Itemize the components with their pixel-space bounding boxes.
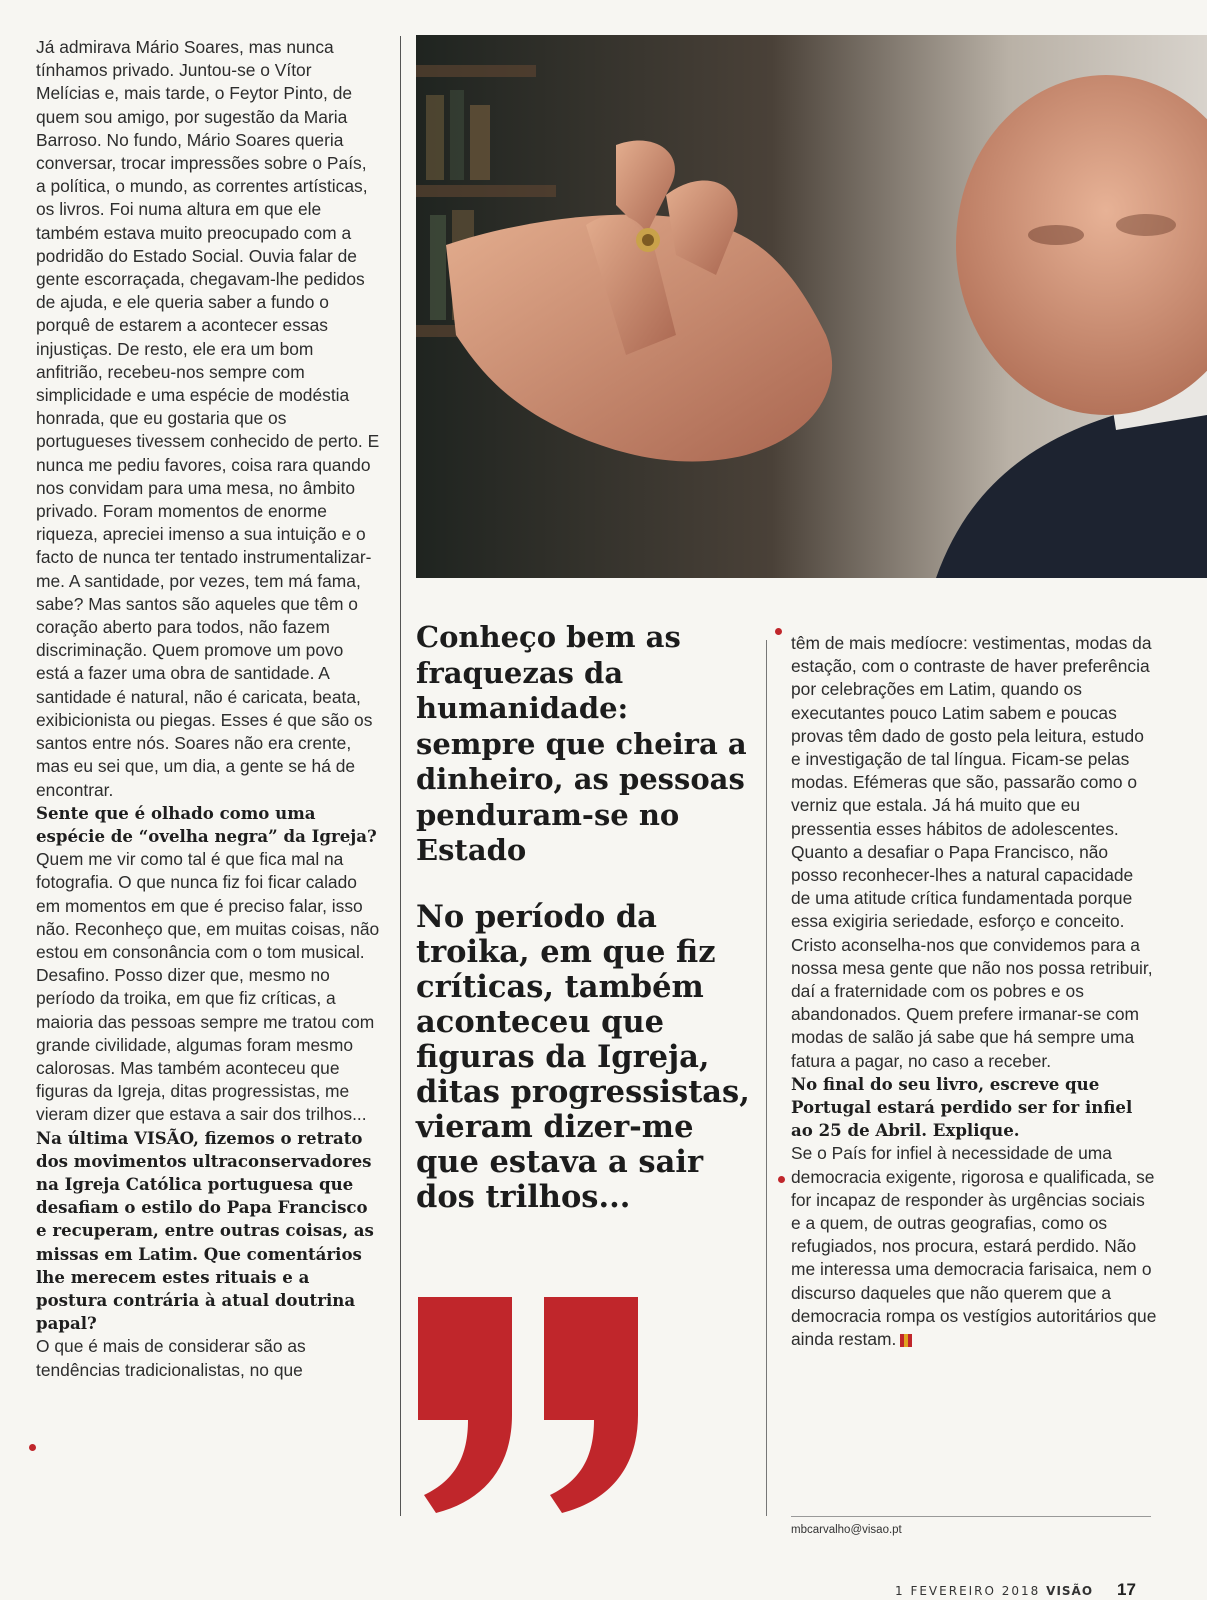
magazine-name: VISÃO: [1046, 1584, 1094, 1598]
question-2: Na última VISÃO, fizemos o retrato dos movimentos ultraconservadores na Igreja Católica portuguesa que desafiam o estilo do Papa Francisco e recuperam, entre outras coisas, as missas em Latim. Que comentários lhe merecem estes rituais e a postura contrária à atual doutrina papal?: [36, 1127, 374, 1334]
answer-text-1: Já admirava Mário Soares, mas nunca tínhamos privado. Juntou-se o Vítor Melícias e, mais tarde, o Feytor Pinto, de quem sou amigo, por sugestão da Maria Barroso. No fundo, Mário Soares queria conversar, trocar impressões sobre o País, a política, o mundo, as correntes artísticas, os livros. Foi numa altura em que ele também estava muito preocupado com a podridão do Estado Social. Ouvia falar de gente escorraçada, chegavam-lhe pedidos de ajuda, e ele queria saber a fundo o porquê de estarem a acontecer essas injustiças. De resto, ele era um bom anfitrião, recebeu-nos sempre com simplicidade e uma espécie de modéstia honrada, que eu gostaria que os portugueses tivessem conhecido de perto. E nunca me pediu favores, coisa rara quando nos convidam para uma mesa, no âmbito privado. Foram momentos de enorme riqueza, apreciei imenso a sua intuição e o facto de nunca ter tentado instrumentalizar-me. A santidade, por vezes, tem má fama, sabe? Mas santos são aqueles que têm o coração aberto para todos, não fazem discriminação. Quem promove um povo está a fazer uma obra de santidade. A santidade é natural, não é caricata, beata, exibicionista ou piegas. Esses é que são os santos entre nós. Soares não era crente, mas eu sei que, um dia, a gente se há de encontrar.: [36, 37, 380, 800]
portrait-photo: [416, 35, 1207, 578]
answer-text-5-body: Se o País for infiel à necessidade de uma democracia exigente, rigorosa e qualificada, se for incapaz de responder às urgências sociais e a quem, de outras geografias, como os refugiados, nos procura, estará perdido. Não me interessa uma democracia farisaica, nem o discurso daqueles que não querem que a democracia rompa os vestígios autoritários que ainda restam.: [791, 1143, 1157, 1350]
pull-quote-1: Conheço bem as fraquezas da humanidade: sempre que cheira a dinheiro, as pessoas penduram-se no Estado: [416, 620, 747, 867]
closing-quote-icon: [416, 1295, 646, 1515]
question-bullet-icon: [29, 1444, 36, 1451]
pull-quote-2: No período da troika, em que fiz críticas, também aconteceu que figuras da Igreja, ditas progressistas, vieram dizer-me que estava a sair dos trilhos...: [416, 899, 750, 1215]
portrait-illustration: [416, 35, 1207, 578]
page-footer: [895, 1584, 1093, 1598]
email-rule: [791, 1516, 1151, 1517]
answer-text-4: têm de mais medíocre: vestimentas, modas da estação, com o contraste de haver preferência por celebrações em Latim, quando os executantes pouco Latim sabem e poucas provas têm dado de gosto pela leitura, estudo e investigação de tal língua. Ficam-se pelas modas. Efémeras que são, passarão como o verniz que estala. Já há muito que eu pressentia esses hábitos de adolescentes. Quanto a desafiar o Papa Francisco, não posso reconhecer-lhes a natural capacidade de uma atitude crítica fundamentada porque essa exigiria seriedade, esforço e conceito. Cristo aconselha-nos que convidemos para a nossa mesa gente que não nos possa retribuir, daí a fraternidade com os pobres e os abandonados. Quem prefere irmanar-se com modas de salão já sabe que há sempre uma fatura a pagar, no caso a receber.: [791, 633, 1153, 1071]
author-email: mbcarvalho@visao.pt: [791, 1524, 902, 1536]
page-number: 17: [1117, 1580, 1136, 1599]
answer-text-3: O que é mais de considerar são as tendências tradicionalistas, no que: [36, 1336, 306, 1380]
left-column: [36, 36, 380, 1382]
question-3: No final do seu livro, escreve que Portugal estará perdido ser for infiel ao 25 de Abril. Explique.: [791, 1073, 1133, 1141]
visao-end-icon: [900, 1334, 912, 1347]
column-divider: [400, 36, 401, 1516]
issue-date: 1 FEVEREIRO 2018: [895, 1584, 1041, 1598]
question-1: Sente que é olhado como uma espécie de “ovelha negra” da Igreja?: [36, 802, 377, 846]
answer-text-5: [791, 1142, 1157, 1351]
question-bullet-icon-2: [778, 1176, 785, 1183]
answer-text-2: Quem me vir como tal é que fica mal na fotografia. O que nunca fiz foi ficar calado em momentos em que é preciso falar, isso não. Reconheço que, em muitas coisas, não estou em consonância com o tom musical. Desafino. Posso dizer que, mesmo no período da troika, em que fiz críticas, a maioria das pessoas sempre me tratou com grande civilidade, algumas foram mesmo calorosas. Mas também aconteceu que figuras da Igreja, ditas progressistas, me vieram dizer que estava a sair dos trilhos...: [36, 849, 380, 1125]
column-divider-right: [766, 640, 767, 1516]
continuation-bullet-icon: [775, 628, 782, 635]
right-column: [791, 632, 1157, 1351]
